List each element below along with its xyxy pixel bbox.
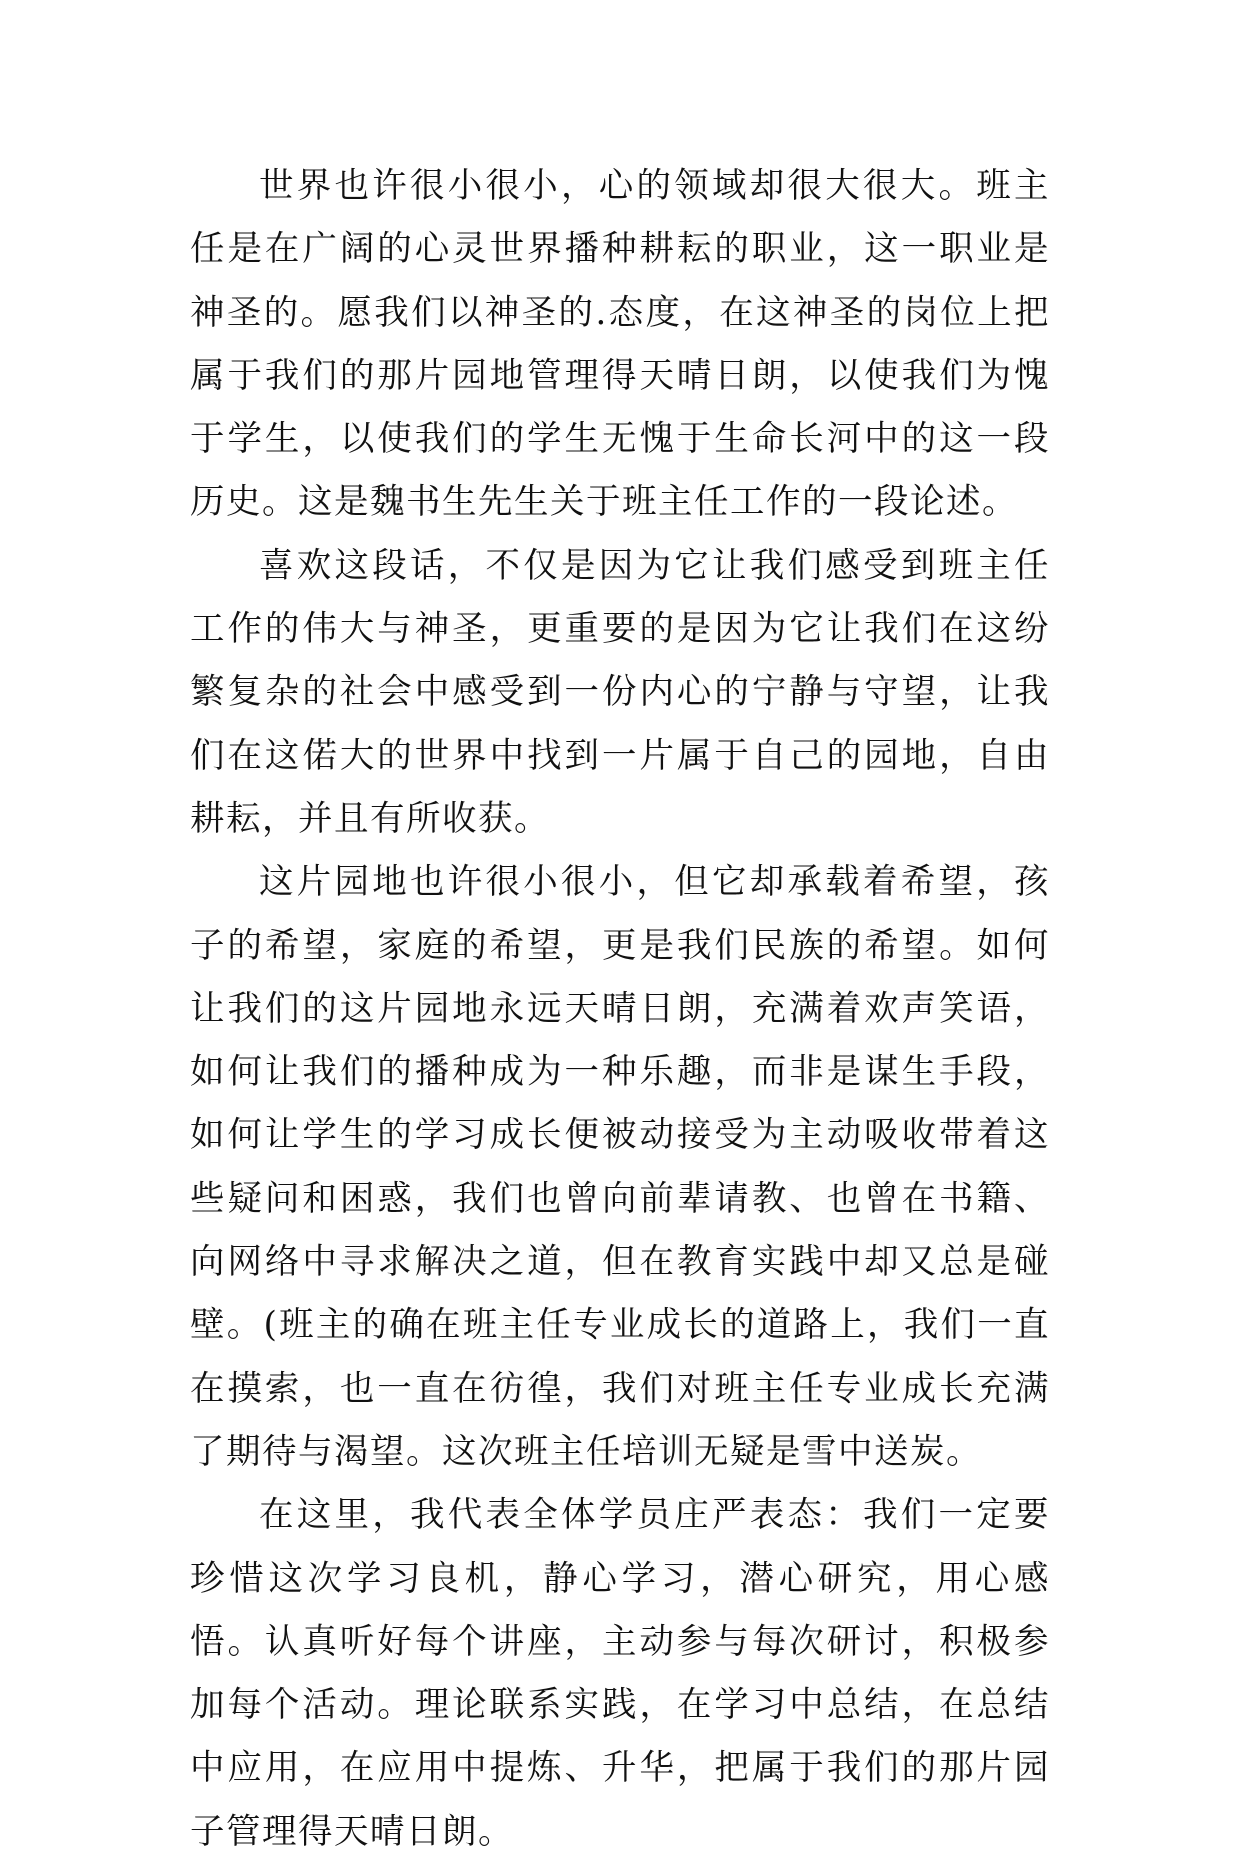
- paragraph-4: 在这里，我代表全体学员庄严表态：我们一定要珍惜这次学习良机，静心学习，潜心研究，用心感悟。认真听好每个讲座，主动参与每次研讨，积极参加每个活动。理论联系实践，在学习中总结，在总结中应用，在应用中提炼、升华，把属于我们的那片园子管理得天晴日朗。: [190, 1495, 1050, 1852]
- paragraph-3: 这片园地也许很小很小，但它却承载着希望，孩子的希望，家庭的希望，更是我们民族的希望。如何让我们的这片园地永远天晴日朗，充满着欢声笑语，如何让我们的播种成为一种乐趣，而非是谋生手段，如何让学生的学习成长便被动接受为主动吸收带着这些疑问和困惑，我们也曾向前辈请教、也曾在书籍、向网络中寻求解决之道，但在教育实践中却又总是碰壁。(班主的确在班主任专业成长的道路上，我们一直在摸索，也一直在彷徨，我们对班主任专业成长充满了期待与渴望。这次班主任培训无疑是雪中送炭。: [190, 862, 1050, 1472]
- paragraph-2: 喜欢这段话，不仅是因为它让我们感受到班主任工作的伟大与神圣，更重要的是因为它让我们在这纷繁复杂的社会中感受到一份内心的宁静与守望，让我们在这偌大的世界中找到一片属于自己的园地，自由耕耘，并且有所收获。: [190, 545, 1050, 839]
- document-body: [190, 155, 1050, 1864]
- paragraph-1: 世界也许很小很小，心的领域却很大很大。班主任是在广阔的心灵世界播种耕耘的职业，这一职业是神圣的。愿我们以神圣的.态度，在这神圣的岗位上把属于我们的那片园地管理得天晴日朗，以使我们为愧于学生，以使我们的学生无愧于生命长河中的这一段历史。这是魏书生先生关于班主任工作的一段论述。: [190, 166, 1050, 523]
